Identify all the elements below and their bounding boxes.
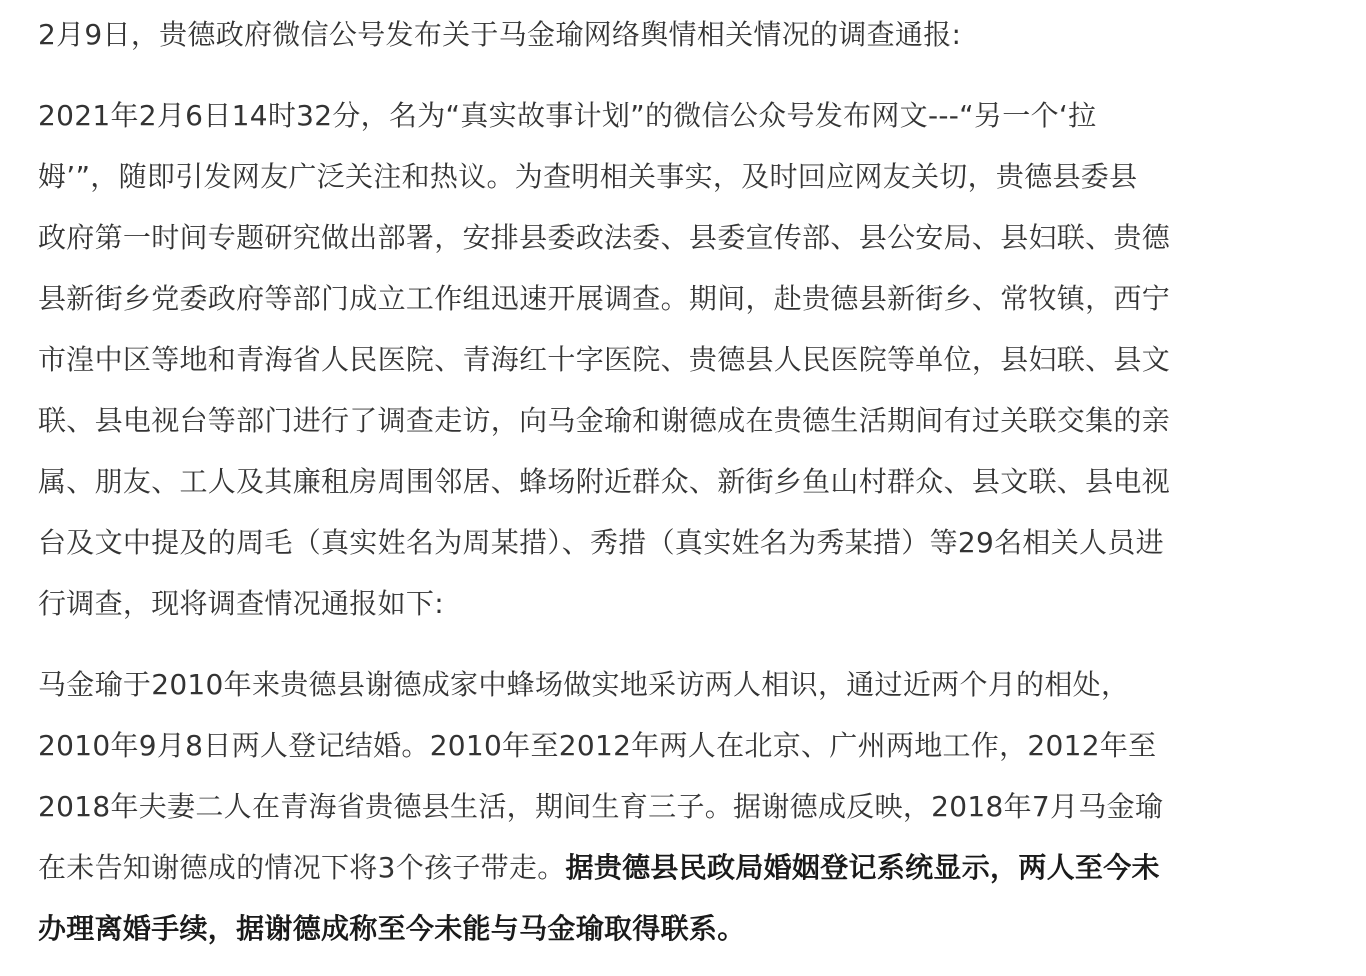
paragraph-2-mixed-line	[38, 837, 1328, 898]
paragraph-1	[38, 85, 1328, 634]
paragraph-2-line: 2018年夫妻二人在青海省贵德县生活，期间生育三子。据谢德成反映，2018年7月马金瑜	[38, 790, 1164, 823]
paragraph-1-line: 台及文中提及的周毛（真实姓名为周某措）、秀措（真实姓名为秀某措）等29名相关人员进	[38, 526, 1164, 559]
plain-text: 在未告知谢德成的情况下将3个孩子带走。	[38, 851, 566, 884]
paragraph-gap	[38, 634, 1328, 654]
paragraph-1-line: 行调查，现将调查情况通报如下:	[38, 587, 444, 620]
paragraph-2-line: 马金瑜于2010年来贵德县谢德成家中蜂场做实地采访两人相识，通过近两个月的相处，	[38, 668, 1130, 701]
emphasized-text: 据贵德县民政局婚姻登记系统显示，两人至今未	[565, 851, 1160, 884]
paragraph-1-line: 姆’”，随即引发网友广泛关注和热议。为查明相关事实，及时回应网友关切，贵德县委县	[38, 160, 1138, 193]
paragraph-1-line: 市湟中区等地和青海省人民医院、青海红十字医院、贵德县人民医院等单位，县妇联、县文	[38, 343, 1171, 376]
paragraph-1-line: 联、县电视台等部门进行了调查走访，向马金瑜和谢德成在贵德生活期间有过关联交集的亲	[38, 404, 1171, 437]
intro-line: 2月9日，贵德政府微信公号发布关于马金瑜网络舆情相关情况的调查通报:	[38, 18, 962, 51]
paragraph-1-line: 2021年2月6日14时32分，名为“真实故事计划”的微信公众号发布网文---“另一个‘拉	[38, 99, 1097, 132]
paragraph-2	[38, 654, 1328, 959]
paragraph-gap	[38, 65, 1328, 85]
paragraph-2-line: 2010年9月8日两人登记结婚。2010年至2012年两人在北京、广州两地工作，2012年至	[38, 729, 1157, 762]
paragraph-1-line: 属、朋友、工人及其廉租房周围邻居、蜂场附近群众、新街乡鱼山村群众、县文联、县电视	[38, 465, 1171, 498]
emphasized-line: 办理离婚手续，据谢德成称至今未能与马金瑜取得联系。	[38, 912, 746, 945]
paragraph-1-line: 县新街乡党委政府等部门成立工作组迅速开展调查。期间，赴贵德县新街乡、常牧镇，西宁	[38, 282, 1171, 315]
paragraph-1-line: 政府第一时间专题研究做出部署，安排县委政法委、县委宣传部、县公安局、县妇联、贵德	[38, 221, 1171, 254]
